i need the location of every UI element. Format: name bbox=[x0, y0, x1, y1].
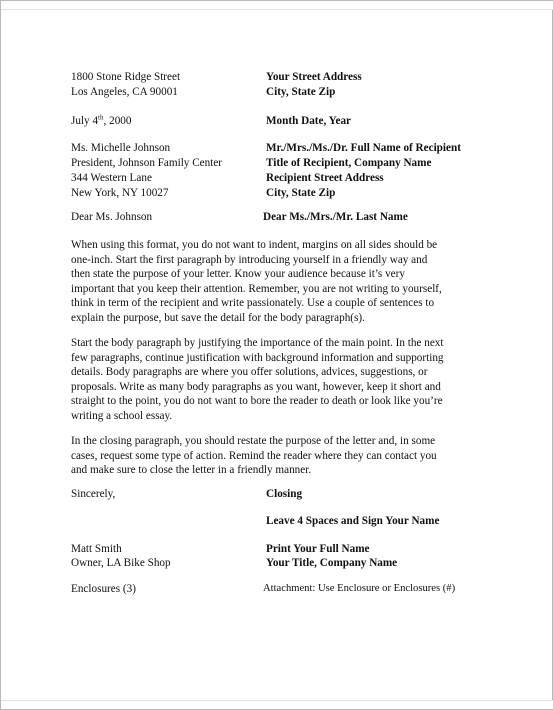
recipient-city: New York, NY 10027 bbox=[71, 187, 169, 199]
letter-date bbox=[71, 114, 131, 128]
paragraph-line: cases, request some type of action. Remind the reader where they can contact you bbox=[71, 449, 437, 462]
recipient-title-template: Title of Recipient, Company Name bbox=[266, 157, 432, 169]
date-template: Month Date, Year bbox=[266, 115, 352, 127]
recipient-city-template: City, State Zip bbox=[266, 187, 336, 199]
signer-name-template: Print Your Full Name bbox=[266, 543, 370, 555]
date-year: , 2000 bbox=[103, 115, 132, 127]
closing: Sincerely, bbox=[71, 488, 116, 500]
signer-title: Owner, LA Bike Shop bbox=[71, 557, 171, 569]
paragraph-line: details. Body paragraphs are where you offer solutions, advices, suggestions, or bbox=[71, 366, 428, 378]
paragraph-line: writing a school essay. bbox=[71, 409, 173, 422]
recipient-street: 344 Western Lane bbox=[71, 172, 152, 184]
paragraph-line: explain the purpose, but save the detail for the body paragraph(s). bbox=[71, 311, 365, 324]
salutation-template: Dear Ms./Mrs./Mr. Last Name bbox=[263, 211, 408, 223]
body-paragraph-1 bbox=[71, 238, 491, 325]
sender-street: 1800 Stone Ridge Street bbox=[71, 71, 181, 83]
paragraph-line: When using this format, you do not want to indent, margins on all sides should be bbox=[71, 239, 438, 251]
sender-city: Los Angeles, CA 90001 bbox=[71, 86, 178, 98]
body-paragraph-2 bbox=[71, 336, 491, 423]
sender-city-template: City, State Zip bbox=[266, 86, 336, 98]
sender-street-template: Your Street Address bbox=[266, 71, 362, 83]
paragraph-line: Start the body paragraph by justifying the importance of the main point. In the next bbox=[71, 337, 444, 349]
signer-title-template: Your Title, Company Name bbox=[266, 557, 398, 569]
paragraph-line: In the closing paragraph, you should restate the purpose of the letter and, in some bbox=[71, 435, 436, 447]
body-paragraph-3 bbox=[71, 434, 491, 478]
salutation: Dear Ms. Johnson bbox=[71, 211, 153, 223]
paragraph-line: straight to the point, you do not want to bore the reader to death or look like you’re bbox=[71, 395, 443, 407]
closing-template: Closing bbox=[266, 488, 303, 500]
enclosures-template: Attachment: Use Enclosure or Enclosures (#) bbox=[263, 583, 456, 594]
recipient-name: Ms. Michelle Johnson bbox=[71, 142, 171, 154]
paragraph-line: one-inch. Start the first paragraph by introducing yourself in a friendly way and bbox=[71, 253, 428, 266]
paragraph-line: then state the purpose of your letter. Know your audience because it’s very bbox=[71, 268, 405, 280]
signer-name: Matt Smith bbox=[71, 543, 122, 555]
paragraph-line: proposals. Write as many body paragraphs as you want, however, keep it short and bbox=[71, 380, 441, 393]
enclosures: Enclosures (3) bbox=[71, 583, 136, 595]
recipient-name-template: Mr./Mrs./Ms./Dr. Full Name of Recipient bbox=[266, 142, 461, 154]
date-suffix: th bbox=[98, 113, 104, 122]
recipient-title: President, Johnson Family Center bbox=[71, 157, 223, 169]
page-bottom-border bbox=[1, 700, 553, 709]
paragraph-line: important that you keep their attention. Remember, you are not writing to yourself, bbox=[71, 282, 442, 295]
page-top-border bbox=[1, 1, 553, 10]
recipient-street-template: Recipient Street Address bbox=[266, 172, 384, 184]
paragraph-line: few paragraphs, continue justification with background information and supporting bbox=[71, 351, 444, 364]
paragraph-line: think in term of the recipient and write passionately. Use a couple of sentences to bbox=[71, 297, 435, 309]
paragraph-line: and make sure to close the letter in a friendly manner. bbox=[71, 464, 312, 476]
date-month-day: July 4 bbox=[71, 115, 99, 127]
signature-note: Leave 4 Spaces and Sign Your Name bbox=[266, 515, 440, 527]
